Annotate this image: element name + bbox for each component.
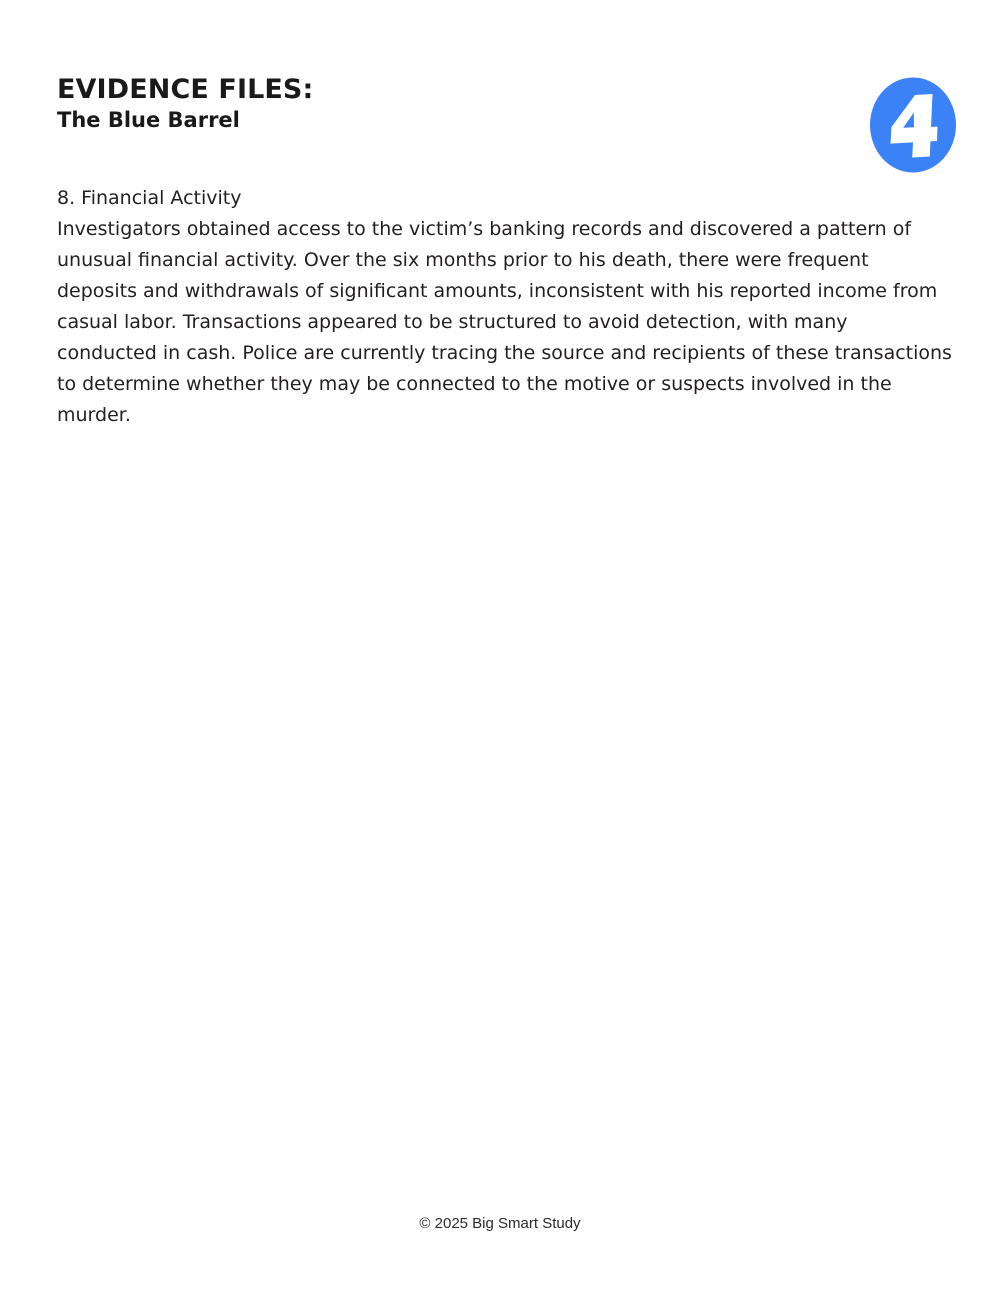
document-content [57,183,952,431]
footer-copyright: © 2025 Big Smart Study [419,1215,581,1232]
badge-circle-icon [870,78,956,173]
section-body-paragraph: Investigators obtained access to the victim’s banking records and discovered a pattern of unusual financial activity. Over the six months prior to his death, there were frequent deposits and withdrawals of significant amounts, inconsistent with his reported income from casual labor. Transactions appeared to be structured to avoid detection, with many conducted in cash. Police are currently tracing the source and recipients of these transactions to determine whether they may be connected to the motive or suspects involved in the murder. [57,218,952,426]
document-footer [0,1213,1000,1233]
section-heading: 8. Financial Activity [57,187,242,209]
document-header [57,74,948,180]
page-title: EVIDENCE FILES: [57,74,314,105]
page-number-badge [870,77,956,173]
page-subtitle: The Blue Barrel [57,108,240,132]
title-group [57,74,697,134]
